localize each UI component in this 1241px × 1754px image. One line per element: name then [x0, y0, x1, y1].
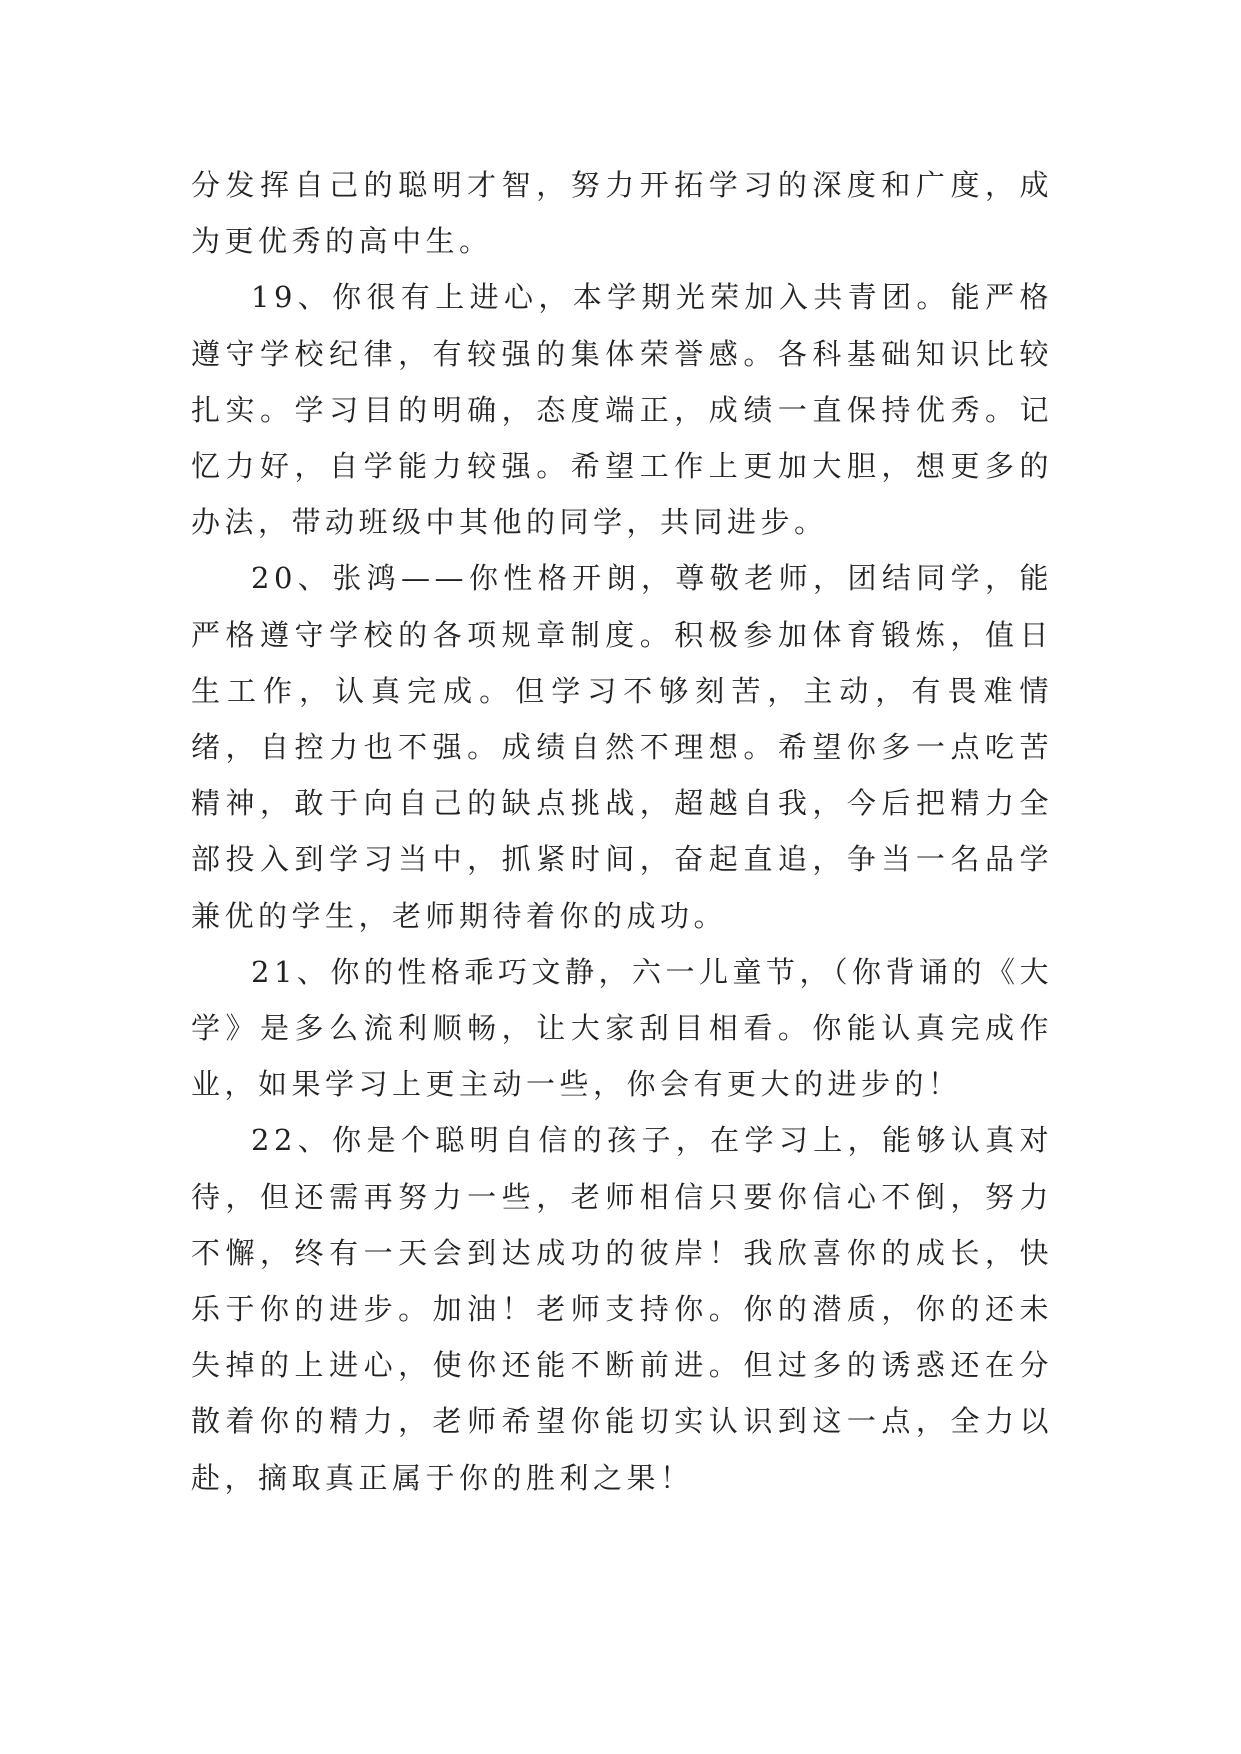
- paragraph-comment-22: 22、你是个聪明自信的孩子，在学习上，能够认真对待，但还需再努力一些，老师相信只要你信心不倒，努力不懈，终有一天会到达成功的彼岸！我欣喜你的成长，快乐于你的进步。加油！老师支持你。你的潜质，你的还未失掉的上进心，使你还能不断前进。但过多的诱惑还在分散着你的精力，老师希望你能切实认识到这一点，全力以赴，摘取真正属于你的胜利之果！: [191, 1123, 1053, 1495]
- paragraph-comment-21: 21、你的性格乖巧文静，六一儿童节，（你背诵的《大学》是多么流利顺畅，让大家刮目相看。你能认真完成作业，如果学习上更主动一些，你会有更大的进步的！: [191, 954, 1053, 1102]
- document-body: [191, 157, 1053, 1506]
- paragraph-continuation: 分发挥自己的聪明才智，努力开拓学习的深度和广度，成为更优秀的高中生。: [191, 168, 1053, 259]
- paragraph-comment-20: 20、张鸿——你性格开朗，尊敬老师，团结同学，能严格遵守学校的各项规章制度。积极参加体育锻炼，值日生工作，认真完成。但学习不够刻苦，主动，有畏难情绪，自控力也不强。成绩自然不理想。希望你多一点吃苦精神，敢于向自己的缺点挑战，超越自我，今后把精力全部投入到学习当中，抓紧时间，奋起直追，争当一名品学兼优的学生，老师期待着你的成功。: [191, 561, 1053, 933]
- paragraph-comment-19: 19、你很有上进心，本学期光荣加入共青团。能严格遵守学校纪律，有较强的集体荣誉感。各科基础知识比较扎实。学习目的明确，态度端正，成绩一直保持优秀。记忆力好，自学能力较强。希望工作上更加大胆，想更多的办法，带动班级中其他的同学，共同进步。: [191, 280, 1053, 540]
